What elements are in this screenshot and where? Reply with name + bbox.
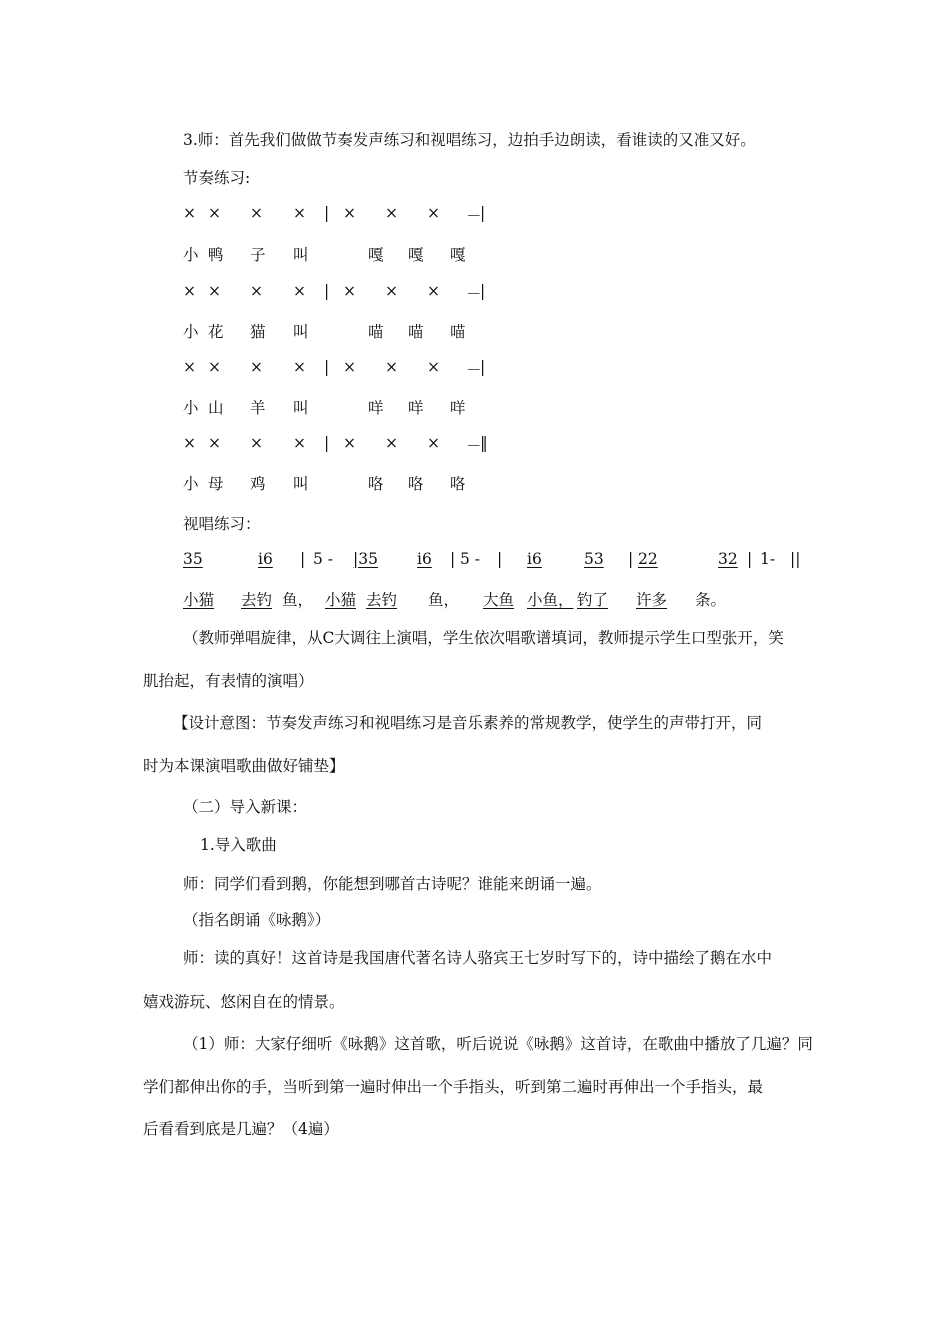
rhythm-lyric: 小 [183,246,199,264]
rhythm-note-x: × [250,282,263,300]
notation-bar: | [497,550,503,568]
rhythm-lyric: 母 [208,475,224,493]
rhythm-note-x: × [250,434,263,452]
lyric-word: 大鱼 [483,591,515,609]
rhythm-note-x: × [250,358,263,376]
rhythm-note-x: × [427,434,440,452]
rhythm-lyric: 喵 [408,323,424,341]
rhythm-lyric: 鸡 [250,475,266,493]
intro-line: 3.师：首先我们做做节奏发声练习和视唱练习，边拍手边朗读，看谁读的又准又好。 [183,131,756,149]
notation-note: 5 - [313,550,334,568]
notation-note: 1- [760,550,776,568]
rhythm-lyric: 子 [250,246,266,264]
rhythm-note-x: × [385,282,398,300]
rhythm-note-x: × [183,358,196,376]
rhythm-note-x: × [293,282,306,300]
rhythm-lyric: 山 [208,399,224,417]
question-4: （1）师：大家仔细听《咏鹅》这首歌，听后说说《咏鹅》这首诗，在歌曲中播放了几遍？同 [183,1035,813,1053]
notation-note: 35 [183,550,203,568]
rhythm-dash: － [466,285,482,303]
notation-note: 5 - [460,550,481,568]
lyric-word: 条。 [695,591,727,609]
rhythm-lyric: 咩 [408,399,424,417]
rhythm-note-x: × [293,204,306,222]
rhythm-lyric: 叫 [293,246,309,264]
rhythm-note-x: × [385,434,398,452]
rhythm-lyric: 花 [208,323,224,341]
end-bar-line: | [480,358,486,376]
rhythm-lyric: 叫 [293,475,309,493]
question-3-cont: 嬉戏游玩、悠闲自在的情景。 [143,993,345,1011]
rhythm-lyric: 羊 [250,399,266,417]
bar-line: | [324,282,330,300]
rhythm-dash: － [466,437,482,455]
rhythm-note-x: × [343,434,356,452]
lyric-word: 小鱼， [527,591,574,609]
question-2: （指名朗诵《咏鹅》） [183,911,331,929]
rhythm-note-x: × [343,358,356,376]
notation-bar: |35 [353,550,378,568]
notation-bar: | [450,550,456,568]
end-bar-line: | [480,204,486,222]
notation-note: i6 [258,550,273,568]
rhythm-lyric: 喵 [450,323,466,341]
rhythm-lyric: 咩 [450,399,466,417]
design-intent: 【设计意图：节奏发声练习和视唱练习是音乐素养的常规教学，使学生的声带打开，同 [173,714,763,732]
rhythm-note-x: × [208,204,221,222]
rhythm-note-x: × [293,358,306,376]
rhythm-note-x: × [343,282,356,300]
end-bar-line: | [480,282,486,300]
notation-note: i6 [417,550,432,568]
rhythm-lyric: 咩 [368,399,384,417]
teacher-note: （教师弹唱旋律，从C大调往上演唱，学生依次唱歌谱填词，教师提示学生口型张开，笑 [183,629,784,647]
rhythm-dash: － [466,361,482,379]
rhythm-note-x: × [385,358,398,376]
lyric-word: 鱼， [428,591,460,609]
notation-note: 22 [638,550,658,568]
section-heading: （二）导入新课： [183,798,308,816]
rhythm-lyric: 咯 [408,475,424,493]
design-intent-cont: 时为本课演唱歌曲做好铺垫】 [143,757,345,775]
rhythm-note-x: × [385,204,398,222]
notation-bar: | [300,550,306,568]
lyric-word: 鱼， [282,591,314,609]
rhythm-lyric: 嘎 [368,246,384,264]
rhythm-note-x: × [208,358,221,376]
lyric-word: 小猫 [325,591,357,609]
rhythm-note-x: × [183,204,196,222]
notation-note: i6 [527,550,542,568]
rhythm-lyric: 嘎 [408,246,424,264]
notation-note: 53 [584,550,604,568]
rhythm-note-x: × [427,358,440,376]
rhythm-lyric: 叫 [293,323,309,341]
rhythm-note-x: × [208,282,221,300]
rhythm-note-x: × [427,282,440,300]
lyric-word: 去钓 [366,591,398,609]
question-4-end: 后看看到底是几遍？（4遍） [143,1120,339,1138]
rhythm-lyric: 咯 [368,475,384,493]
rhythm-note-x: × [427,204,440,222]
question-4-cont: 学们都伸出你的手，当听到第一遍时伸出一个手指头，听到第二遍时再伸出一个手指头，最 [143,1078,764,1096]
rhythm-lyric: 咯 [450,475,466,493]
rhythm-note-x: × [343,204,356,222]
notation-bar: || [790,550,801,568]
question-1: 师：同学们看到鹅，你能想到哪首古诗呢？谁能来朗诵一遍。 [183,875,602,893]
rhythm-lyric: 小 [183,399,199,417]
rhythm-lyric: 小 [183,475,199,493]
lyric-word: 钓了 [577,591,609,609]
bar-line: | [324,204,330,222]
rhythm-note-x: × [183,282,196,300]
question-3: 师：读的真好！这首诗是我国唐代著名诗人骆宾王七岁时写下的，诗中描绘了鹅在水中 [183,949,773,967]
rhythm-note-x: × [183,434,196,452]
bar-line: | [324,434,330,452]
lyric-word: 小猫 [183,591,215,609]
rhythm-note-x: × [250,204,263,222]
bar-line: | [324,358,330,376]
lyric-word: 许多 [636,591,668,609]
teacher-note-cont: 肌抬起，有表情的演唱） [143,672,314,690]
rhythm-lyric: 小 [183,323,199,341]
solfege-title: 视唱练习： [183,515,261,533]
rhythm-title: 节奏练习: [183,169,251,187]
notation-bar: | [747,550,753,568]
rhythm-lyric: 嘎 [450,246,466,264]
rhythm-lyric: 叫 [293,399,309,417]
rhythm-lyric: 鸭 [208,246,224,264]
subsection-heading: 1.导入歌曲 [200,836,277,854]
lyric-word: 去钓 [241,591,273,609]
rhythm-note-x: × [208,434,221,452]
notation-note: 32 [718,550,738,568]
rhythm-lyric: 猫 [250,323,266,341]
rhythm-lyric: 喵 [368,323,384,341]
rhythm-note-x: × [293,434,306,452]
notation-bar: | [628,550,634,568]
rhythm-dash: － [466,207,482,225]
double-bar-line: ‖ [480,434,488,452]
